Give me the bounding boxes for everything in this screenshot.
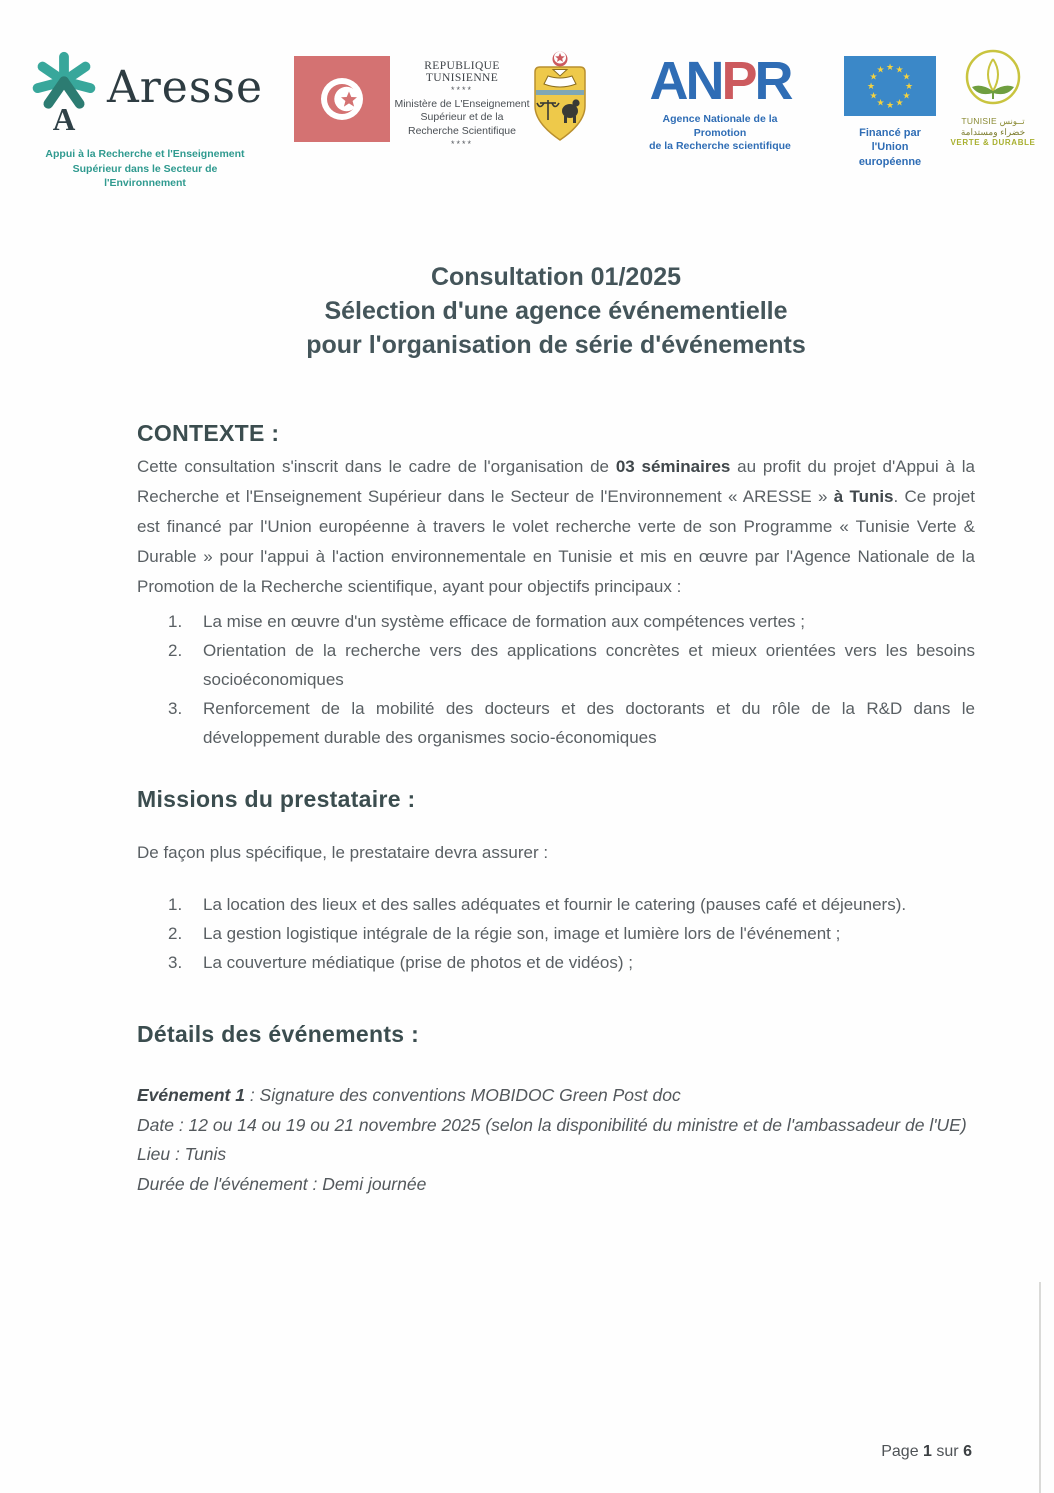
contexte-heading: CONTEXTE : [137, 420, 280, 446]
objective-item-2: Orientation de la recherche vers des applications concrètes et mieux orientées vers les besoins socioéconomiques [203, 641, 975, 689]
anpr-logo [638, 52, 802, 154]
contexte-seg3: . Ce projet est financé par l'Union européenne à travers le volet recherche verte de son Programme « Tunisie Verte & Durable » pour l'appui à l'action environnementale en Tunisie et mis en œuvre par l'Agence Nationale de la Promotion de la Recherche scientifique, ayant pour objectifs principaux : [137, 487, 975, 596]
ministry-stars-bottom: **** [450, 139, 473, 150]
logos-header [0, 0, 1054, 190]
anpr-letters [638, 52, 802, 110]
eu-funding-logo [842, 56, 938, 169]
aresse-logo-top [34, 48, 264, 143]
mission-item-2: La gestion logistique intégrale de la régie son, image et lumière lors de l'événement ; [203, 924, 841, 943]
event-label: Evénement 1 [137, 1085, 245, 1105]
objectives-list [137, 607, 975, 752]
ministry-text-block [390, 60, 534, 152]
anpr-caption [638, 113, 802, 154]
contexte-bold-seminaires: 03 séminaires [615, 457, 731, 476]
scan-edge-artifact [1039, 1282, 1041, 1493]
eu-caption-line2: l'Union européenne [858, 141, 922, 168]
svg-text:★: ★ [904, 81, 914, 91]
missions-intro: De façon plus spécifique, le prestataire devra assurer : [137, 843, 549, 862]
objective-item-1: La mise en œuvre d'un système efficace de formation aux compétences vertes ; [203, 612, 805, 631]
eu-flag-icon [844, 62, 936, 120]
verte-line1: TUNISIE تــونس [961, 116, 1025, 126]
aresse-logo [34, 48, 264, 191]
contexte-seg1: Cette consultation s'inscrit dans le cadre de l'organisation de [137, 457, 616, 476]
anpr-letters-an: AN [649, 51, 722, 111]
event-title-line [137, 1081, 975, 1111]
event-details-block [137, 1081, 975, 1199]
footer-sur-word: sur [936, 1443, 959, 1460]
title-line2: Sélection d'une agence événementielle [324, 297, 788, 325]
aresse-brand-text: Aresse [106, 62, 264, 113]
aresse-tagline-line1: Appui à la Recherche et l'Enseignement [45, 148, 245, 160]
document-title [137, 260, 975, 362]
missions-heading: Missions du prestataire : [137, 786, 416, 812]
event-location-line: Lieu : Tunis [137, 1144, 227, 1164]
anpr-caption-line1: Agence Nationale de la Promotion [662, 113, 778, 139]
tunisie-verte-durable-logo [946, 48, 1040, 147]
svg-text:★: ★ [866, 81, 876, 91]
event-duration-line: Durée de l'événement : Demi journée [137, 1173, 427, 1194]
aresse-tree-icon [27, 48, 101, 143]
title-line1: Consultation 01/2025 [430, 263, 682, 291]
contexte-paragraph [137, 452, 975, 602]
title-line3: pour l'organisation de série d'événements [306, 331, 806, 359]
svg-text:A: A [52, 102, 76, 138]
tunisia-flag-icon [294, 56, 390, 147]
svg-text:★: ★ [869, 90, 878, 101]
tunisia-coat-of-arms-icon [531, 48, 589, 149]
contexte-seg2: au profit du projet d'Appui à la Recherche et l'Enseignement Supérieur dans le Secteur de l'Environnement « ARESSE » [137, 457, 975, 506]
mission-item-3: La couverture médiatique (prise de photos et de vidéos) ; [203, 953, 633, 972]
anpr-letter-r: R [754, 51, 791, 111]
missions-list [137, 890, 975, 977]
eu-caption-line1: Financé par [859, 127, 921, 139]
objective-item-3: Renforcement de la mobilité des docteurs et des doctorants et du rôle de la R&D dans le développement durable des organismes socio-économiques [203, 699, 975, 747]
aresse-tagline-line2: Supérieur dans le Secteur de l'Environnement [72, 162, 218, 190]
anpr-caption-line2: de la Recherche scientifique [649, 140, 791, 153]
svg-text:★: ★ [876, 64, 885, 75]
svg-text:★: ★ [876, 97, 885, 108]
aresse-tagline [34, 147, 256, 191]
svg-text:★: ★ [902, 71, 911, 82]
anpr-letter-p: P [721, 51, 755, 111]
event-date-line: Date : 12 ou 14 ou 19 ou 21 novembre 2025 (selon la disponibilité du ministre et de l'ambassadeur de l'UE) [137, 1114, 967, 1135]
ministry-dept-line1: Ministère de L'Enseignement [394, 97, 530, 110]
svg-text:★: ★ [869, 71, 878, 82]
footer-page-current: 1 [923, 1443, 932, 1460]
svg-text:★: ★ [895, 97, 904, 108]
footer-page-total: 6 [963, 1443, 972, 1460]
eu-caption [842, 126, 938, 169]
ministry-dept-line3: Recherche Scientifique [408, 124, 516, 137]
svg-text:★: ★ [895, 64, 904, 75]
page-number-footer [881, 1443, 972, 1461]
details-heading: Détails des événements : [137, 1021, 420, 1047]
event-title-rest: : Signature des conventions MOBIDOC Green Post doc [244, 1085, 681, 1105]
green-seed-icon [961, 97, 1025, 114]
mission-item-1: La location des lieux et des salles adéquates et fournir le catering (pauses café et déjeuners). [203, 895, 907, 914]
footer-page-word: Page [881, 1443, 919, 1460]
verte-line2: خضراء ومستدامة [960, 127, 1026, 137]
document-body [137, 260, 975, 1199]
ministry-dept-line2: Supérieur et de la [420, 111, 504, 124]
verte-line3: VERTE & DURABLE [950, 138, 1036, 147]
contexte-bold-tunis: à Tunis [833, 487, 894, 506]
svg-text:★: ★ [902, 90, 911, 101]
svg-text:★: ★ [885, 62, 895, 72]
ministry-country: REPUBLIQUE TUNISIENNE [424, 60, 500, 84]
svg-text:★: ★ [885, 100, 895, 110]
ministry-stars-top: **** [450, 85, 473, 95]
